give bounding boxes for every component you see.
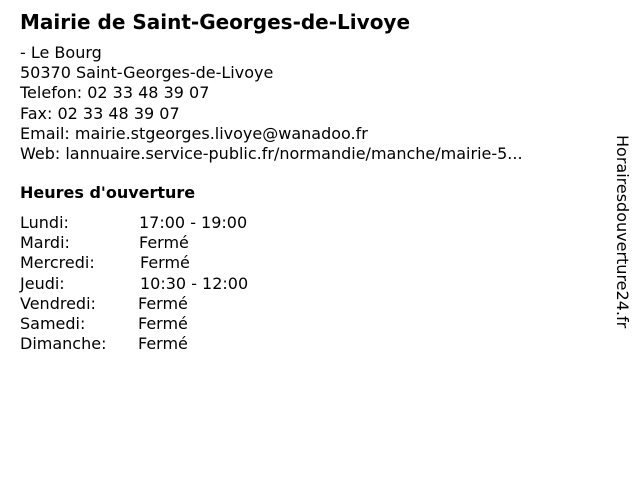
- hours-time: 17:00 - 19:00: [139, 213, 248, 232]
- hours-day: Lundi:: [20, 213, 69, 232]
- hours-day: Dimanche:: [20, 334, 107, 354]
- email-line: Email: mairie.stgeorges.livoye@wanadoo.fr: [20, 123, 368, 143]
- hours-time: Fermé: [139, 233, 189, 253]
- hours-day: Samedi:: [20, 313, 86, 333]
- hours-time: 10:30 - 12:00: [140, 273, 249, 293]
- hours-day: Vendredi:: [20, 293, 96, 313]
- city-line: 50370 Saint-Georges-de-Livoye: [20, 63, 274, 83]
- address-block: [20, 43, 523, 164]
- hours-time: Fermé: [138, 334, 188, 354]
- hours-day: Mardi:: [20, 233, 70, 253]
- hours-heading: Heures d'ouverture: [20, 183, 196, 202]
- hours-time: Fermé: [138, 313, 188, 333]
- fax-line: Fax: 02 33 48 39 07: [20, 103, 180, 123]
- street-line: - Le Bourg: [20, 43, 102, 62]
- phone-line: Telefon: 02 33 48 39 07: [20, 83, 210, 103]
- site-watermark: Horairesdouverture24.fr: [613, 135, 632, 329]
- hours-time: Fermé: [138, 293, 188, 313]
- hours-day: Mercredi:: [20, 253, 95, 273]
- hours-day: Jeudi:: [20, 273, 65, 293]
- page-title: Mairie de Saint-Georges-de-Livoye: [20, 10, 411, 34]
- web-line: Web: lannuaire.service-public.fr/normandie/manche/mairie-5...: [20, 143, 523, 163]
- hours-time: Fermé: [140, 253, 190, 273]
